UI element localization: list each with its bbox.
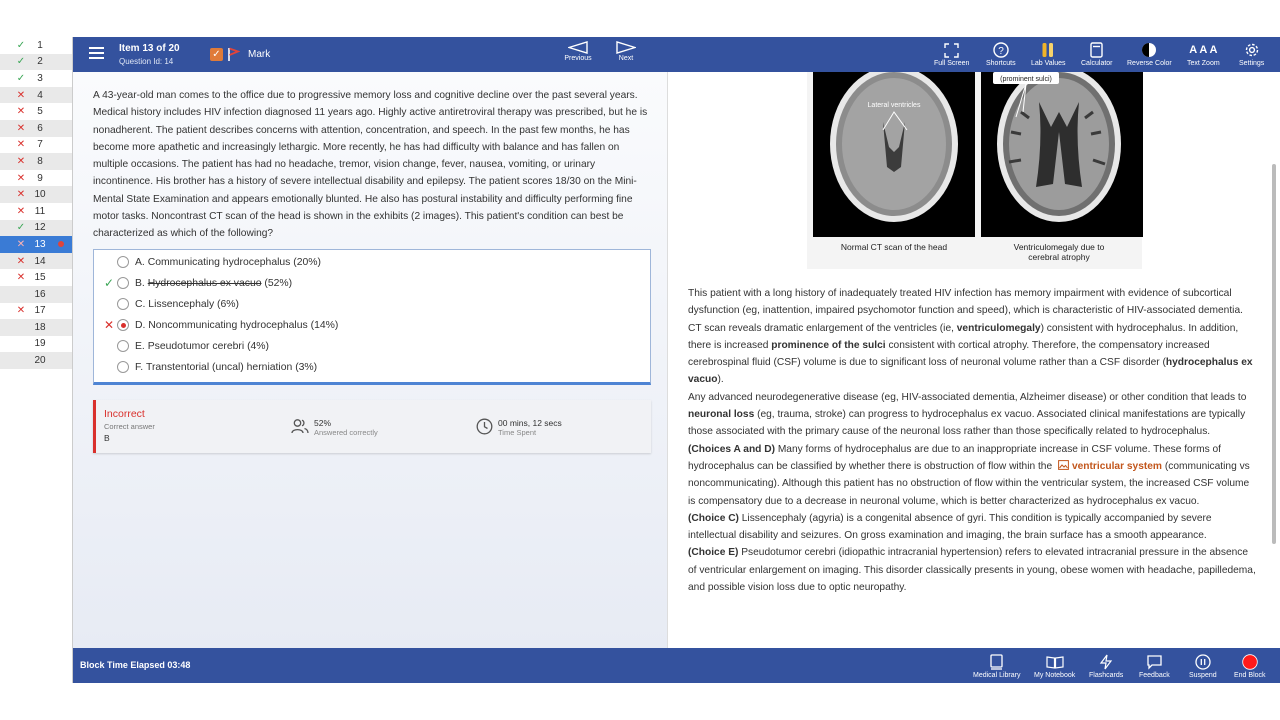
explanation-paragraph: (Choice E) Pseudotumor cerebri (idiopathic intracranial hypertension) refers to elevated intracranial pressure in the absence of ventricular enlargement on imaging. This disorder classically presents in young, obese women with headache, papilledema, and possible vision loss due to optic neuropathy.: [688, 547, 1256, 594]
mark-toggle[interactable]: [210, 47, 270, 62]
answer-text: Hydrocephalus ex vacuo: [147, 277, 262, 289]
question-number: 8: [37, 155, 43, 167]
question-list-item[interactable]: [0, 303, 72, 320]
question-number: 14: [34, 255, 46, 267]
settings-label: Settings: [1239, 60, 1265, 67]
calculator-label: Calculator: [1081, 60, 1113, 67]
explanation-paragraph: This patient with a long history of inadequately treated HIV infection has memory impairment with evidence of subcortical dysfunction (eg, inattention, impaired psychomotor function and speed), which is characteristic of HIV-associated dementia.: [688, 288, 1243, 317]
correct-check-icon: ✓: [103, 276, 114, 290]
x-icon: ✕: [16, 139, 26, 151]
answer-percent: (14%): [310, 319, 339, 331]
check-icon: ✓: [16, 56, 26, 68]
question-number: 4: [37, 89, 43, 101]
question-number: 2: [37, 56, 43, 68]
settings-button[interactable]: [1239, 41, 1264, 67]
previous-label: Previous: [564, 55, 592, 62]
x-icon: ✕: [16, 205, 26, 217]
question-number: 9: [37, 172, 43, 184]
result-status: Incorrect: [104, 408, 145, 420]
question-number: 17: [34, 305, 46, 317]
question-number: 1: [37, 39, 43, 51]
feedback-label: Feedback: [1139, 672, 1170, 679]
explanation-paragraph: (Choices A and D) Many forms of hydrocephalus are due to an inappropriate increase in CSF volume. These forms of hydrocephalus can be classified by whether there is obstruction of flow within the ventricular system (communicating vs noncommunicating). Although this patient has no obstruction of flow within the ventricular system, the increased CSF volume is compensatory due to a decrease in neuronal volume, which is better characterized as hydrocephalus ex vacuo.: [688, 443, 1250, 507]
x-icon: ✕: [16, 106, 26, 118]
time-spent-value: 00 mins, 12 secs: [498, 418, 562, 428]
full-screen-button[interactable]: [934, 41, 969, 67]
radio-button[interactable]: [117, 256, 129, 268]
question-number: 19: [34, 338, 46, 350]
calculator-icon: [1090, 42, 1103, 58]
radio-button-selected[interactable]: [117, 319, 129, 331]
answer-letter: D.: [135, 319, 146, 331]
normal-ct-image: [813, 72, 975, 237]
correct-answer-label: Correct answer: [104, 422, 155, 431]
question-list: [0, 37, 73, 683]
bottom-toolbar: [73, 648, 1280, 683]
question-number: 15: [34, 272, 46, 284]
answer-choice-a[interactable]: [94, 252, 321, 272]
next-label: Next: [618, 55, 634, 62]
radio-button[interactable]: [117, 298, 129, 310]
end-block-label: End Block: [1234, 672, 1266, 679]
explanation-scrollbar[interactable]: [1272, 164, 1276, 544]
answer-choice-b[interactable]: [94, 273, 292, 293]
my-notebook-label: My Notebook: [1034, 672, 1076, 679]
question-number: 12: [34, 222, 46, 234]
x-icon: ✕: [16, 122, 26, 134]
answer-letter: B.: [135, 277, 145, 289]
question-list-item[interactable]: [0, 103, 72, 120]
explanation-paragraph: CT scan reveals dramatic enlargement of the ventricles (ie, ventriculomegaly) consistent with hydrocephalus. In addition, there is increased prominence of the sulci consistent with cortical atrophy. Therefore, the compensatory increased cerebrospinal fluid (CSF) volume is due to significant loss of neuronal volume rather than a CSF disorder (hydrocephalus ex vacuo).: [688, 322, 1253, 386]
question-list-item[interactable]: [0, 186, 72, 203]
question-number: 13: [34, 238, 46, 250]
answered-percent: 52%: [314, 418, 332, 428]
ct-figure[interactable]: [807, 72, 1142, 269]
result-summary: [93, 400, 651, 453]
answer-percent: (6%): [217, 298, 239, 310]
answer-text: Transtentorial (uncal) herniation: [145, 361, 293, 373]
question-number: 20: [34, 355, 46, 367]
notebook-icon: [1046, 655, 1064, 669]
help-circle-icon: [993, 42, 1009, 58]
shortcuts-label: Shortcuts: [986, 60, 1016, 67]
text-zoom-label: Text Zoom: [1187, 60, 1220, 67]
flag-dot-icon: [58, 241, 64, 247]
my-notebook-button[interactable]: [1034, 653, 1075, 679]
check-icon: ✓: [16, 39, 26, 51]
x-icon: ✕: [16, 305, 26, 317]
full-screen-icon: [944, 43, 959, 58]
correct-answer-value: B: [104, 433, 110, 443]
time-spent-stat: [476, 418, 562, 437]
question-number: 3: [37, 72, 43, 84]
question-number: 16: [34, 288, 46, 300]
x-icon: ✕: [16, 189, 26, 201]
question-number: 7: [37, 139, 43, 151]
lightning-icon: [1099, 654, 1113, 670]
answer-choice-f[interactable]: [94, 357, 317, 377]
x-icon: ✕: [16, 272, 26, 284]
question-list-item[interactable]: [0, 153, 72, 170]
check-icon: ✓: [16, 222, 26, 234]
prominent-sulci-label: (prominent sulci): [1000, 76, 1052, 83]
question-number: 18: [34, 321, 46, 333]
atrophy-ct-caption: Ventriculomegaly due to cerebral atrophy: [1013, 242, 1105, 262]
image-icon: [1058, 460, 1069, 470]
answer-letter: F.: [135, 361, 144, 373]
answered-label: Answered correctly: [314, 428, 378, 437]
flashcards-label: Flashcards: [1089, 672, 1124, 679]
reverse-color-button[interactable]: [1127, 41, 1172, 67]
exam-window: [0, 37, 1280, 683]
question-list-item[interactable]: [0, 319, 72, 336]
atrophy-ct-image: [981, 72, 1143, 237]
answer-letter: A.: [135, 256, 145, 268]
question-list-item[interactable]: [0, 37, 72, 54]
flag-icon: [227, 47, 240, 62]
text-zoom-button[interactable]: [1187, 41, 1220, 67]
answer-percent: (20%): [293, 256, 321, 268]
lateral-ventricles-label: Lateral ventricles: [867, 102, 921, 109]
question-list-item[interactable]: [0, 236, 72, 253]
menu-icon[interactable]: [89, 47, 104, 59]
answer-choice-e[interactable]: [94, 336, 269, 356]
answered-correctly-stat: [291, 418, 378, 437]
next-icon: [616, 41, 636, 54]
question-number: 10: [34, 189, 46, 201]
previous-icon: [568, 41, 588, 54]
suspend-button[interactable]: [1189, 653, 1217, 679]
top-toolbar: [73, 37, 1280, 72]
question-list-item[interactable]: [0, 253, 72, 270]
shortcuts-button[interactable]: [986, 41, 1016, 67]
radio-button[interactable]: [117, 277, 129, 289]
answer-letter: C.: [135, 298, 146, 310]
question-list-item[interactable]: [0, 286, 72, 303]
question-pane: [73, 72, 667, 648]
item-title: Item 13 of 20: [119, 43, 180, 54]
gear-icon: [1244, 42, 1260, 58]
mark-label: Mark: [248, 49, 271, 60]
pause-icon: [1195, 654, 1211, 670]
question-list-item[interactable]: [0, 336, 72, 353]
question-list-item[interactable]: [0, 137, 72, 154]
question-list-item[interactable]: [0, 54, 72, 71]
explanation-text: [688, 285, 1256, 596]
text-zoom-icon: A A A: [1189, 44, 1218, 56]
x-icon: ✕: [16, 89, 26, 101]
medical-library-label: Medical Library: [973, 672, 1021, 679]
book-icon: [990, 654, 1003, 670]
answer-percent: (52%): [264, 277, 293, 289]
flashcards-button[interactable]: [1089, 653, 1123, 679]
question-id: Question Id: 14: [119, 57, 174, 66]
question-list-item[interactable]: [0, 269, 72, 286]
x-icon: ✕: [16, 172, 26, 184]
calculator-button[interactable]: [1081, 41, 1113, 67]
mark-checkbox[interactable]: ✓: [210, 48, 223, 61]
normal-ct-caption: Normal CT scan of the head: [840, 242, 948, 252]
lab-tubes-icon: [1041, 42, 1055, 58]
question-list-item[interactable]: [0, 87, 72, 104]
radio-button[interactable]: [117, 340, 129, 352]
svg-text:?: ?: [998, 46, 1004, 57]
answer-percent: (4%): [247, 340, 270, 352]
question-list-item[interactable]: [0, 203, 72, 220]
question-number: 5: [37, 106, 43, 118]
lab-values-button[interactable]: [1031, 41, 1066, 67]
question-list-item[interactable]: [0, 170, 72, 187]
previous-button[interactable]: [560, 41, 596, 62]
answer-text: Lissencephaly: [148, 298, 215, 310]
explanation-pane: [667, 72, 1280, 648]
explanation-paragraph: Any advanced neurodegenerative disease (eg, HIV-associated dementia, Alzheimer disease) or other condition that leads to neuronal loss (eg, trauma, stroke) can progress to hydrocephalus ex vacuo. Associated clinical manifestations are typically those associated with the primary cause of the neuronal loss rather than those specifically related to hydrocephalus.: [688, 391, 1247, 438]
suspend-label: Suspend: [1189, 672, 1217, 679]
contrast-icon: [1141, 42, 1157, 58]
block-time-elapsed: Block Time Elapsed 03:48: [80, 660, 191, 670]
explanation-paragraph: (Choice C) Lissencephaly (agyria) is a congenital absence of gyri. This condition is typically accompanied by severe intellectual disability and seizures. On gross examination and imaging, the brain surface has a smooth appearance.: [688, 512, 1212, 542]
question-stem: A 43-year-old man comes to the office due to progressive memory loss and cognitive decline over the past several years. Medical history includes HIV infection diagnosed 11 years ago. Highly active antiretroviral therapy was prescribed, but he is nonadherent. The patient describes concerns with attention, concentration, and speech. In the past few months, he has become more apathetic and increasingly lethargic. More recently, he has had difficulty with balance and has fallen on multiple occasions. The patient has had no headache, tremor, vision change, fever, nausea, vomiting, or urinary incontinence. His brother has a history of severe intellectual disability and epilepsy. The patient scores 18/30 on the Mini-Mental State Examination and appears emotionally blunted. He also has postural instability and difficulty performing fine motor tasks. Noncontrast CT scan of the head is shown in the exhibits (2 images). This patient's condition can best be characterized as which of the following?: [93, 90, 648, 240]
question-list-item[interactable]: [0, 220, 72, 237]
reverse-color-label: Reverse Color: [1127, 60, 1172, 67]
x-icon: ✕: [16, 155, 26, 167]
ventricular-system-link[interactable]: ventricular system: [1055, 461, 1162, 472]
clock-icon: [476, 418, 493, 435]
question-list-item[interactable]: [0, 120, 72, 137]
next-button[interactable]: [608, 41, 644, 62]
full-screen-label: Full Screen: [934, 60, 970, 67]
question-number: 11: [34, 205, 46, 217]
question-number: 6: [37, 122, 43, 134]
incorrect-x-icon: ✕: [103, 318, 114, 332]
chat-bubble-icon: [1147, 655, 1162, 670]
answer-percent: (3%): [295, 361, 318, 373]
x-icon: ✕: [16, 238, 26, 250]
time-spent-label: Time Spent: [498, 428, 537, 437]
check-icon: ✓: [16, 72, 26, 84]
answer-text: Communicating hydrocephalus: [147, 256, 291, 268]
answer-text: Noncommunicating hydrocephalus: [148, 319, 308, 331]
answer-choice-c[interactable]: [94, 294, 239, 314]
question-list-item[interactable]: [0, 70, 72, 87]
answer-choice-d[interactable]: [94, 315, 338, 335]
stop-circle-icon: [1242, 654, 1258, 670]
end-block-button[interactable]: [1234, 653, 1266, 679]
x-icon: ✕: [16, 255, 26, 267]
radio-button[interactable]: [117, 361, 129, 373]
answer-letter: E.: [135, 340, 145, 352]
users-icon: [291, 418, 309, 434]
answer-choices: [93, 249, 651, 385]
question-list-item[interactable]: [0, 352, 72, 369]
feedback-button[interactable]: [1139, 653, 1170, 679]
lab-values-label: Lab Values: [1031, 60, 1066, 67]
answer-text: Pseudotumor cerebri: [147, 340, 245, 352]
medical-library-button[interactable]: [973, 653, 1020, 679]
